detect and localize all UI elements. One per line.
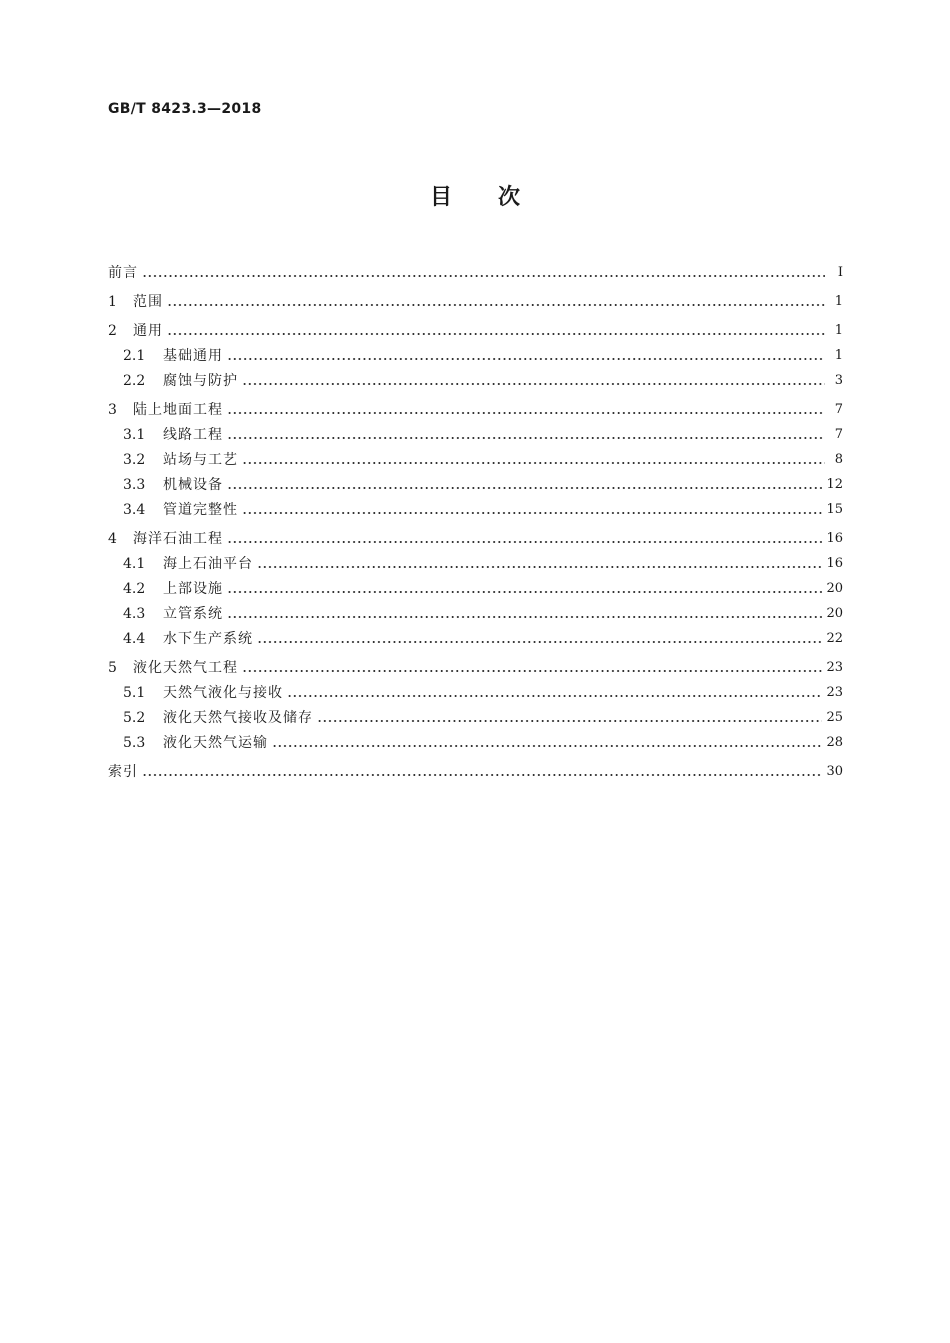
toc-entry[interactable]: [108, 728, 843, 753]
toc-entry[interactable]: [108, 495, 843, 520]
toc-entry-label: 海洋石油工程: [133, 531, 223, 547]
toc-entry-number: 3.2: [123, 452, 146, 468]
toc-entry-page: 7: [834, 427, 843, 442]
dot-leader: [227, 435, 825, 441]
toc-entry-page: 16: [826, 556, 843, 571]
dot-leader: [167, 302, 825, 308]
toc-entry-number: 4.4: [123, 631, 146, 647]
dot-leader: [227, 614, 822, 620]
toc-entry-number: 2.1: [123, 348, 146, 364]
toc-entry-label: 液化天然气运输: [163, 735, 268, 751]
toc-entry[interactable]: [108, 341, 843, 366]
toc-entry[interactable]: [108, 395, 843, 420]
toc-entry-number: 1: [108, 294, 117, 310]
toc-entry-number: 4.3: [123, 606, 146, 622]
toc-entry-number: 5: [108, 660, 117, 676]
toc-entry-label: 天然气液化与接收: [163, 685, 283, 701]
dot-leader: [227, 410, 825, 416]
toc-entry-number: 3: [108, 402, 117, 418]
toc-entry[interactable]: [108, 549, 843, 574]
toc-entry-label: 海上石油平台: [163, 556, 253, 572]
dot-leader: [242, 381, 825, 387]
dot-leader: [242, 510, 822, 516]
dot-leader: [257, 639, 822, 645]
toc-entry-number: 3.3: [123, 477, 146, 493]
toc-entry[interactable]: [108, 574, 843, 599]
toc-entry-label: 上部设施: [163, 581, 223, 597]
toc-entry-number: 2.2: [123, 373, 146, 389]
toc-entry[interactable]: [108, 316, 843, 341]
toc-entry-label: 基础通用: [163, 348, 223, 364]
toc-entry-number: 3.4: [123, 502, 146, 518]
dot-leader: [317, 718, 822, 724]
toc-entry-page: 20: [826, 581, 843, 596]
toc-entry-number: 4: [108, 531, 117, 547]
toc-entry-page: 22: [826, 631, 843, 646]
toc-entry[interactable]: [108, 420, 843, 445]
toc-entry-page: 28: [826, 735, 843, 750]
toc-entry[interactable]: [108, 287, 843, 312]
toc-entry-label: 线路工程: [163, 427, 223, 443]
toc-entry-number: 3.1: [123, 427, 146, 443]
toc-entry-page: 16: [826, 531, 843, 546]
dot-leader: [227, 485, 822, 491]
toc-entry-page: 8: [834, 452, 843, 467]
toc-entry-label: 液化天然气工程: [133, 660, 238, 676]
toc-entry[interactable]: [108, 445, 843, 470]
dot-leader: [227, 539, 822, 545]
toc-entry-page: 15: [826, 502, 843, 517]
toc-entry-label: 立管系统: [163, 606, 223, 622]
toc-entry-number: 2: [108, 323, 117, 339]
dot-leader: [142, 273, 825, 279]
toc-entry[interactable]: [108, 524, 843, 549]
toc-entry-page: 23: [826, 685, 843, 700]
dot-leader: [242, 460, 825, 466]
toc-entry-page: 1: [834, 348, 843, 363]
toc-entry[interactable]: [108, 258, 843, 283]
toc-entry-page: 7: [834, 402, 843, 417]
toc-entry-number: 4.1: [123, 556, 146, 572]
toc-entry-page: 1: [834, 323, 843, 338]
toc-entry-page: Ⅰ: [837, 265, 843, 280]
dot-leader: [272, 743, 822, 749]
table-of-contents: [108, 258, 843, 782]
toc-entry-label: 范围: [133, 294, 163, 310]
toc-entry-number: 5.3: [123, 735, 146, 751]
dot-leader: [167, 331, 825, 337]
toc-entry-label: 前言: [108, 265, 138, 281]
toc-entry-label: 机械设备: [163, 477, 223, 493]
toc-entry-number: 5.2: [123, 710, 146, 726]
toc-entry-page: 20: [826, 606, 843, 621]
dot-leader: [287, 693, 822, 699]
toc-entry-label: 管道完整性: [163, 502, 238, 518]
toc-entry-number: 4.2: [123, 581, 146, 597]
toc-entry-label: 通用: [133, 323, 163, 339]
toc-entry-label: 索引: [108, 764, 138, 780]
toc-entry[interactable]: [108, 703, 843, 728]
standard-code: GB/T 8423.3—2018: [108, 101, 262, 117]
toc-entry[interactable]: [108, 678, 843, 703]
toc-entry-label: 腐蚀与防护: [163, 373, 238, 389]
dot-leader: [227, 589, 822, 595]
toc-entry-label: 液化天然气接收及储存: [163, 710, 313, 726]
toc-entry-page: 12: [826, 477, 843, 492]
dot-leader: [227, 356, 825, 362]
toc-entry[interactable]: [108, 624, 843, 649]
toc-entry-page: 23: [826, 660, 843, 675]
toc-entry[interactable]: [108, 653, 843, 678]
dot-leader: [242, 668, 822, 674]
toc-entry[interactable]: [108, 366, 843, 391]
toc-entry-number: 5.1: [123, 685, 146, 701]
toc-entry-page: 30: [826, 764, 843, 779]
toc-entry[interactable]: [108, 470, 843, 495]
toc-entry[interactable]: [108, 757, 843, 782]
toc-entry-page: 25: [826, 710, 843, 725]
dot-leader: [142, 772, 822, 778]
toc-entry-page: 3: [834, 373, 843, 388]
toc-entry-label: 水下生产系统: [163, 631, 253, 647]
toc-entry-page: 1: [834, 294, 843, 309]
dot-leader: [257, 564, 822, 570]
page-title: 目次: [429, 185, 566, 210]
toc-entry-label: 站场与工艺: [163, 452, 238, 468]
toc-entry-label: 陆上地面工程: [133, 402, 223, 418]
toc-entry[interactable]: [108, 599, 843, 624]
